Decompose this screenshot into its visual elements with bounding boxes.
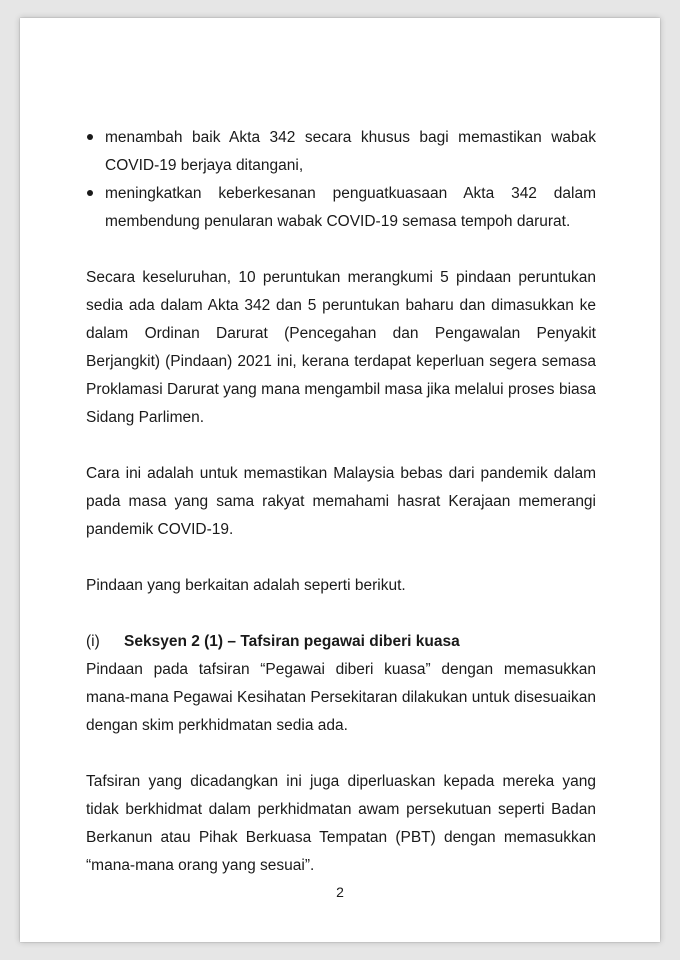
list-item <box>86 180 596 236</box>
section-paragraph-2: Tafsiran yang dicadangkan ini juga diperluaskan kepada mereka yang tidak berkhidmat dalam perkhidmatan awam persekutuan seperti Badan Berkanun atau Pihak Berkuasa Tempatan (PBT) dengan memasukkan “mana-mana orang yang sesuai”. <box>86 773 596 874</box>
page-number: 2 <box>336 884 344 900</box>
bullet-icon <box>87 134 93 140</box>
paragraph-purpose: Cara ini adalah untuk memastikan Malaysia bebas dari pandemik dalam pada masa yang sama rakyat memahami hasrat Kerajaan memerangi pandemik COVID-19. <box>86 465 596 538</box>
paragraph-intro-amendments: Pindaan yang berkaitan adalah seperti berikut. <box>86 577 406 594</box>
document-body <box>86 124 596 880</box>
section-title: Seksyen 2 (1) – Tafsiran pegawai diberi kuasa <box>124 633 460 650</box>
bullet-text: meningkatkan keberkesanan penguatkuasaan Akta 342 dalam membendung penularan wabak COVID-19 semasa tempoh darurat. <box>105 185 596 230</box>
section-number: (i) <box>86 633 100 650</box>
document-page <box>20 18 660 942</box>
paragraph-overview: Secara keseluruhan, 10 peruntukan merangkumi 5 pindaan peruntukan sedia ada dalam Akta 342 dan 5 peruntukan baharu dan dimasukkan ke dalam Ordinan Darurat (Pencegahan dan Pengawalan Penyakit Berjangkit) (Pindaan) 2021 ini, kerana terdapat keperluan segera semasa Proklamasi Darurat yang mana mengambil masa jika melalui proses biasa Sidang Parlimen. <box>86 269 596 426</box>
section-paragraph-1: Pindaan pada tafsiran “Pegawai diberi kuasa” dengan memasukkan mana-mana Pegawai Kesihatan Persekitaran dilakukan untuk disesuaikan dengan skim perkhidmatan sedia ada. <box>86 661 596 734</box>
bullet-text: menambah baik Akta 342 secara khusus bagi memastikan wabak COVID-19 berjaya ditangani, <box>105 129 596 174</box>
list-item <box>86 124 596 180</box>
bullet-list <box>86 124 596 236</box>
bullet-icon <box>87 190 93 196</box>
section-heading <box>86 628 596 656</box>
